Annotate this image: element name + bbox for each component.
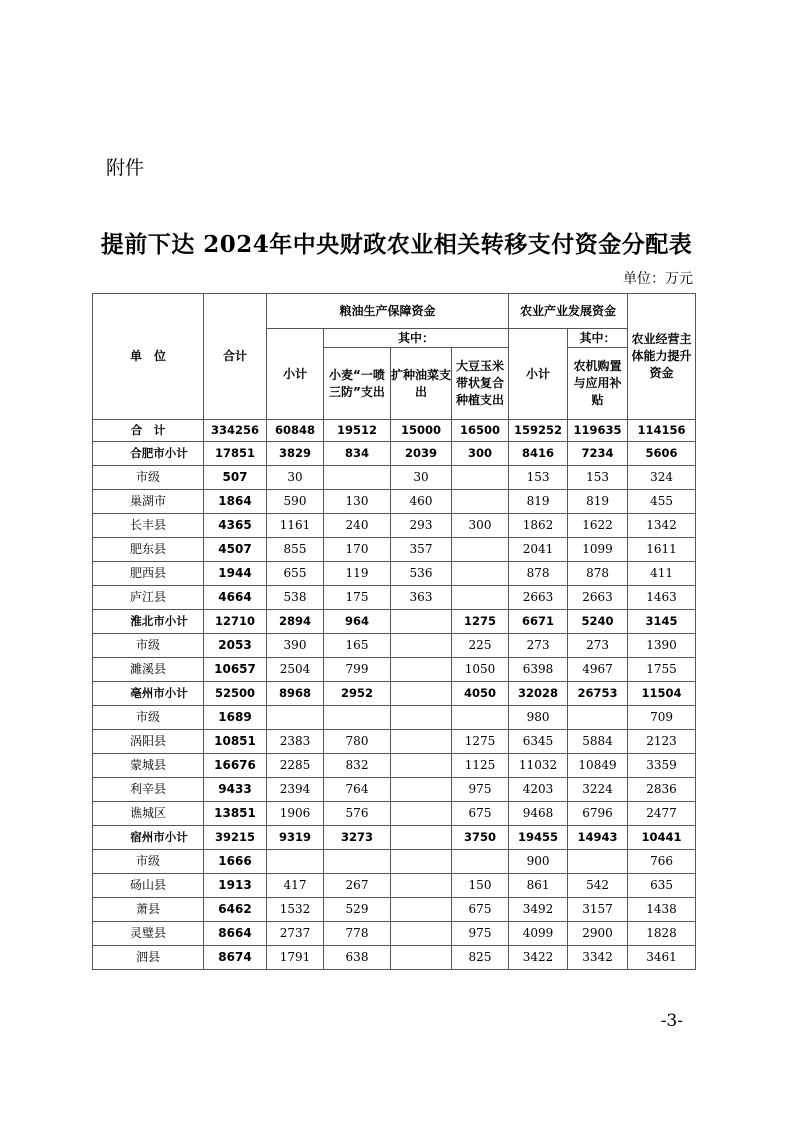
header-rapeseed: 扩种油菜支出 [391, 348, 452, 420]
cell-grain-subtotal: 655 [267, 562, 324, 586]
cell-soy-corn: 300 [452, 514, 509, 538]
cell-total: 39215 [204, 826, 267, 850]
cell-wheat: 638 [324, 946, 391, 970]
row-name-cell: 合 计 [93, 420, 204, 442]
cell-rapeseed: 363 [391, 586, 452, 610]
cell-rapeseed [391, 802, 452, 826]
cell-machinery: 3157 [568, 898, 628, 922]
cell-rapeseed [391, 682, 452, 706]
table-row [93, 874, 696, 898]
cell-machinery: 153 [568, 466, 628, 490]
table-row [93, 898, 696, 922]
cell-industry-subtotal: 9468 [509, 802, 568, 826]
cell-industry-subtotal: 6398 [509, 658, 568, 682]
subtotal-row [93, 682, 696, 706]
cell-grain-subtotal: 390 [267, 634, 324, 658]
table-row [93, 850, 696, 874]
cell-soy-corn [452, 490, 509, 514]
cell-rapeseed: 460 [391, 490, 452, 514]
cell-total: 12710 [204, 610, 267, 634]
header-operators: 农业经营主体能力提升资金 [628, 294, 696, 420]
page-number: -3- [660, 1011, 683, 1031]
cell-operators: 324 [628, 466, 696, 490]
cell-operators: 2123 [628, 730, 696, 754]
cell-grain-subtotal: 2504 [267, 658, 324, 682]
cell-rapeseed: 357 [391, 538, 452, 562]
cell-soy-corn: 1275 [452, 610, 509, 634]
cell-grain-subtotal: 1161 [267, 514, 324, 538]
cell-operators: 709 [628, 706, 696, 730]
cell-operators: 3145 [628, 610, 696, 634]
cell-grain-subtotal: 2737 [267, 922, 324, 946]
cell-total: 1864 [204, 490, 267, 514]
cell-soy-corn: 675 [452, 898, 509, 922]
cell-machinery: 1099 [568, 538, 628, 562]
row-name-cell: 宿州市小计 [93, 826, 204, 850]
row-name-cell: 亳州市小计 [93, 682, 204, 706]
cell-grain-subtotal [267, 850, 324, 874]
row-name-cell: 萧县 [93, 898, 204, 922]
cell-soy-corn: 975 [452, 922, 509, 946]
row-name-cell: 涡阳县 [93, 730, 204, 754]
cell-operators: 1611 [628, 538, 696, 562]
cell-operators: 3461 [628, 946, 696, 970]
cell-wheat: 576 [324, 802, 391, 826]
cell-soy-corn: 1125 [452, 754, 509, 778]
cell-total: 334256 [204, 420, 267, 442]
row-name-cell: 濉溪县 [93, 658, 204, 682]
cell-wheat: 19512 [324, 420, 391, 442]
cell-rapeseed [391, 850, 452, 874]
header-industry-group: 农业产业发展资金 [509, 294, 628, 329]
cell-operators: 3359 [628, 754, 696, 778]
cell-total: 10851 [204, 730, 267, 754]
cell-machinery: 819 [568, 490, 628, 514]
cell-industry-subtotal: 878 [509, 562, 568, 586]
cell-operators: 1342 [628, 514, 696, 538]
row-name-cell: 市级 [93, 634, 204, 658]
row-name-cell: 合肥市小计 [93, 442, 204, 466]
cell-industry-subtotal: 819 [509, 490, 568, 514]
cell-soy-corn: 16500 [452, 420, 509, 442]
table-row [93, 802, 696, 826]
cell-total: 16676 [204, 754, 267, 778]
cell-soy-corn: 150 [452, 874, 509, 898]
cell-industry-subtotal: 2041 [509, 538, 568, 562]
cell-rapeseed [391, 946, 452, 970]
table-row [93, 658, 696, 682]
cell-industry-subtotal: 153 [509, 466, 568, 490]
cell-soy-corn [452, 586, 509, 610]
cell-industry-subtotal: 4099 [509, 922, 568, 946]
cell-wheat: 780 [324, 730, 391, 754]
unit-label: 单位：万元 [623, 271, 693, 287]
cell-soy-corn: 1050 [452, 658, 509, 682]
cell-soy-corn: 975 [452, 778, 509, 802]
cell-rapeseed: 536 [391, 562, 452, 586]
cell-soy-corn: 675 [452, 802, 509, 826]
cell-industry-subtotal: 3422 [509, 946, 568, 970]
cell-machinery [568, 850, 628, 874]
cell-industry-subtotal: 6345 [509, 730, 568, 754]
header-grain-subtotal: 小计 [267, 329, 324, 420]
cell-soy-corn [452, 706, 509, 730]
cell-wheat: 130 [324, 490, 391, 514]
cell-machinery: 119635 [568, 420, 628, 442]
cell-total: 9433 [204, 778, 267, 802]
cell-wheat: 170 [324, 538, 391, 562]
cell-grain-subtotal: 855 [267, 538, 324, 562]
row-name-cell: 肥西县 [93, 562, 204, 586]
table-row [93, 514, 696, 538]
cell-total: 507 [204, 466, 267, 490]
cell-soy-corn [452, 850, 509, 874]
cell-grain-subtotal: 590 [267, 490, 324, 514]
cell-grain-subtotal: 30 [267, 466, 324, 490]
cell-wheat: 778 [324, 922, 391, 946]
cell-grain-subtotal: 417 [267, 874, 324, 898]
row-name-cell: 市级 [93, 466, 204, 490]
cell-rapeseed [391, 754, 452, 778]
cell-wheat [324, 706, 391, 730]
cell-total: 13851 [204, 802, 267, 826]
cell-machinery: 878 [568, 562, 628, 586]
cell-wheat: 764 [324, 778, 391, 802]
cell-grain-subtotal: 9319 [267, 826, 324, 850]
cell-operators: 10441 [628, 826, 696, 850]
cell-wheat: 832 [324, 754, 391, 778]
row-name-cell: 长丰县 [93, 514, 204, 538]
cell-operators: 1828 [628, 922, 696, 946]
cell-operators: 1463 [628, 586, 696, 610]
cell-industry-subtotal: 273 [509, 634, 568, 658]
cell-operators: 114156 [628, 420, 696, 442]
cell-soy-corn: 225 [452, 634, 509, 658]
cell-rapeseed [391, 922, 452, 946]
attachment-label: 附件 [106, 157, 145, 179]
cell-soy-corn [452, 562, 509, 586]
cell-soy-corn: 1275 [452, 730, 509, 754]
cell-grain-subtotal: 2394 [267, 778, 324, 802]
table-row [93, 586, 696, 610]
row-name-cell: 泗县 [93, 946, 204, 970]
header-wheat: 小麦“一喷三防”支出 [324, 348, 391, 420]
cell-rapeseed [391, 874, 452, 898]
row-name-cell: 市级 [93, 706, 204, 730]
header-industry-of-which: 其中： [568, 329, 628, 348]
cell-total: 1944 [204, 562, 267, 586]
cell-total: 1689 [204, 706, 267, 730]
cell-wheat: 240 [324, 514, 391, 538]
cell-operators: 11504 [628, 682, 696, 706]
table-body [93, 420, 696, 970]
header-unit: 单 位 [93, 294, 204, 420]
cell-soy-corn [452, 538, 509, 562]
cell-machinery: 2663 [568, 586, 628, 610]
cell-rapeseed [391, 898, 452, 922]
cell-grain-subtotal: 538 [267, 586, 324, 610]
cell-industry-subtotal: 6671 [509, 610, 568, 634]
cell-machinery: 3342 [568, 946, 628, 970]
cell-wheat: 834 [324, 442, 391, 466]
cell-soy-corn [452, 466, 509, 490]
cell-wheat [324, 850, 391, 874]
cell-total: 4365 [204, 514, 267, 538]
cell-operators: 1390 [628, 634, 696, 658]
cell-industry-subtotal: 900 [509, 850, 568, 874]
cell-grain-subtotal: 60848 [267, 420, 324, 442]
cell-rapeseed [391, 706, 452, 730]
header-machinery: 农机购置与应用补贴 [568, 348, 628, 420]
cell-operators: 2477 [628, 802, 696, 826]
cell-wheat: 175 [324, 586, 391, 610]
row-name-cell: 巢湖市 [93, 490, 204, 514]
cell-machinery: 542 [568, 874, 628, 898]
cell-operators: 2836 [628, 778, 696, 802]
cell-operators: 1755 [628, 658, 696, 682]
table-row [93, 538, 696, 562]
table-row [93, 730, 696, 754]
cell-industry-subtotal: 861 [509, 874, 568, 898]
cell-industry-subtotal: 2663 [509, 586, 568, 610]
cell-wheat: 529 [324, 898, 391, 922]
table-row [93, 562, 696, 586]
cell-operators: 455 [628, 490, 696, 514]
cell-industry-subtotal: 3492 [509, 898, 568, 922]
cell-machinery: 14943 [568, 826, 628, 850]
cell-grain-subtotal: 1791 [267, 946, 324, 970]
cell-rapeseed: 30 [391, 466, 452, 490]
cell-wheat [324, 466, 391, 490]
cell-machinery: 5240 [568, 610, 628, 634]
cell-machinery: 26753 [568, 682, 628, 706]
cell-soy-corn: 300 [452, 442, 509, 466]
subtotal-row [93, 442, 696, 466]
cell-total: 6462 [204, 898, 267, 922]
cell-industry-subtotal: 4203 [509, 778, 568, 802]
table-row [93, 922, 696, 946]
cell-total: 8674 [204, 946, 267, 970]
cell-wheat: 2952 [324, 682, 391, 706]
cell-wheat: 165 [324, 634, 391, 658]
cell-total: 17851 [204, 442, 267, 466]
cell-industry-subtotal: 159252 [509, 420, 568, 442]
cell-total: 1913 [204, 874, 267, 898]
cell-grain-subtotal: 1906 [267, 802, 324, 826]
header-industry-subtotal: 小计 [509, 329, 568, 420]
row-name-cell: 谯城区 [93, 802, 204, 826]
cell-machinery: 2900 [568, 922, 628, 946]
cell-total: 4664 [204, 586, 267, 610]
cell-industry-subtotal: 11032 [509, 754, 568, 778]
header-grain-group: 粮油生产保障资金 [267, 294, 509, 329]
table-header [93, 294, 696, 420]
table-row [93, 466, 696, 490]
cell-industry-subtotal: 980 [509, 706, 568, 730]
cell-rapeseed [391, 634, 452, 658]
header-total: 合计 [204, 294, 267, 420]
row-name-cell: 庐江县 [93, 586, 204, 610]
cell-industry-subtotal: 32028 [509, 682, 568, 706]
cell-grain-subtotal: 1532 [267, 898, 324, 922]
cell-machinery: 5884 [568, 730, 628, 754]
row-name-cell: 砀山县 [93, 874, 204, 898]
cell-machinery: 4967 [568, 658, 628, 682]
table-row [93, 778, 696, 802]
table-row [93, 754, 696, 778]
cell-total: 52500 [204, 682, 267, 706]
row-name-cell: 市级 [93, 850, 204, 874]
cell-rapeseed: 293 [391, 514, 452, 538]
cell-soy-corn: 825 [452, 946, 509, 970]
cell-operators: 411 [628, 562, 696, 586]
cell-machinery: 1622 [568, 514, 628, 538]
table-row [93, 946, 696, 970]
cell-total: 4507 [204, 538, 267, 562]
cell-rapeseed [391, 826, 452, 850]
cell-operators: 5606 [628, 442, 696, 466]
cell-soy-corn: 4050 [452, 682, 509, 706]
cell-machinery: 273 [568, 634, 628, 658]
cell-wheat: 119 [324, 562, 391, 586]
cell-wheat: 799 [324, 658, 391, 682]
cell-machinery: 7234 [568, 442, 628, 466]
cell-machinery: 10849 [568, 754, 628, 778]
cell-rapeseed: 15000 [391, 420, 452, 442]
cell-grain-subtotal: 2383 [267, 730, 324, 754]
cell-machinery [568, 706, 628, 730]
cell-operators: 635 [628, 874, 696, 898]
cell-industry-subtotal: 8416 [509, 442, 568, 466]
cell-total: 8664 [204, 922, 267, 946]
cell-operators: 1438 [628, 898, 696, 922]
cell-grain-subtotal: 2285 [267, 754, 324, 778]
cell-wheat: 3273 [324, 826, 391, 850]
row-name-cell: 淮北市小计 [93, 610, 204, 634]
cell-grain-subtotal: 8968 [267, 682, 324, 706]
table-row [93, 706, 696, 730]
cell-wheat: 964 [324, 610, 391, 634]
cell-grain-subtotal: 2894 [267, 610, 324, 634]
cell-wheat: 267 [324, 874, 391, 898]
cell-total: 1666 [204, 850, 267, 874]
subtotal-row [93, 610, 696, 634]
cell-soy-corn: 3750 [452, 826, 509, 850]
cell-rapeseed: 2039 [391, 442, 452, 466]
cell-rapeseed [391, 610, 452, 634]
document-title: 提前下达 2024年中央财政农业相关转移支付资金分配表 [100, 231, 693, 258]
row-name-cell: 蒙城县 [93, 754, 204, 778]
table-row [93, 634, 696, 658]
row-name-cell: 灵璧县 [93, 922, 204, 946]
cell-grain-subtotal [267, 706, 324, 730]
cell-rapeseed [391, 730, 452, 754]
cell-rapeseed [391, 778, 452, 802]
row-name-cell: 肥东县 [93, 538, 204, 562]
cell-operators: 766 [628, 850, 696, 874]
cell-industry-subtotal: 1862 [509, 514, 568, 538]
cell-total: 10657 [204, 658, 267, 682]
header-grain-of-which: 其中： [324, 329, 509, 348]
row-name-cell: 利辛县 [93, 778, 204, 802]
cell-machinery: 6796 [568, 802, 628, 826]
header-soy-corn: 大豆玉米带状复合种植支出 [452, 348, 509, 420]
subtotal-row [93, 826, 696, 850]
allocation-table [92, 293, 696, 970]
cell-rapeseed [391, 658, 452, 682]
table-row [93, 490, 696, 514]
cell-grain-subtotal: 3829 [267, 442, 324, 466]
grand-total-row [93, 420, 696, 442]
cell-total: 2053 [204, 634, 267, 658]
cell-machinery: 3224 [568, 778, 628, 802]
cell-industry-subtotal: 19455 [509, 826, 568, 850]
